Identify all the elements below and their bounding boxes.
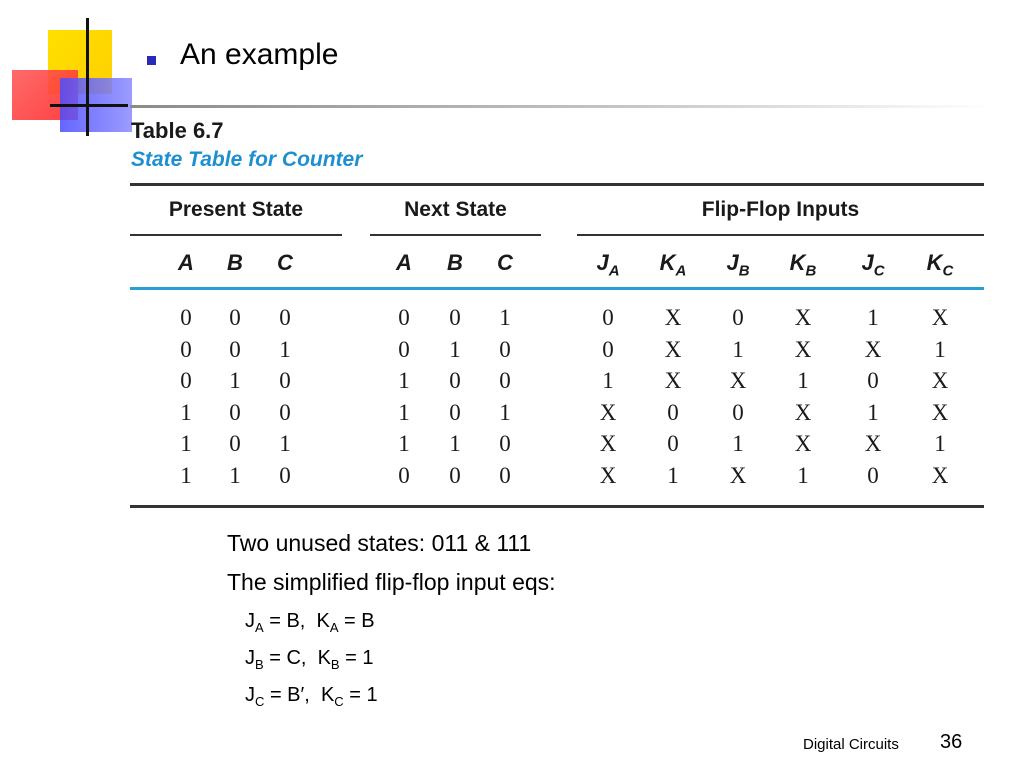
present-state-rule <box>130 234 342 236</box>
group-header-next-state: Next State <box>404 198 507 221</box>
table-cell: X <box>729 462 747 488</box>
table-cell: 0 <box>180 368 192 393</box>
column-header: A <box>396 250 412 275</box>
table-cell: 0 <box>449 305 461 330</box>
page-number: 36 <box>940 731 963 753</box>
column-header: $K_C$ <box>926 250 954 280</box>
table-cell: 0 <box>180 336 192 362</box>
table-cell: 1 <box>180 431 192 456</box>
table-cell: X <box>931 462 949 488</box>
table-cell: 0 <box>602 305 614 330</box>
table-row <box>0 431 1024 463</box>
table-cell: 1 <box>667 462 679 488</box>
table-number: Table 6.7 <box>131 118 224 143</box>
table-cell: X <box>931 305 949 330</box>
table-cell: X <box>794 305 812 330</box>
table-cell: 0 <box>229 399 241 425</box>
table-cell: 1 <box>602 368 614 393</box>
table-cell: 1 <box>732 336 744 362</box>
table-cell: 1 <box>867 305 879 330</box>
table-cell: 1 <box>499 305 511 330</box>
table-cell: X <box>794 336 812 362</box>
table-cell: 1 <box>398 368 410 393</box>
group-header-flip-flop-inputs: Flip-Flop Inputs <box>701 198 860 221</box>
bullet-square-icon <box>147 56 156 65</box>
table-name: State Table for Counter <box>131 148 363 171</box>
table-cell: 0 <box>229 336 241 362</box>
table-header-rule <box>130 287 984 290</box>
table-cell: 0 <box>449 399 461 425</box>
table-cell: 0 <box>229 305 241 330</box>
column-header: $J_C$ <box>861 250 885 280</box>
table-row <box>0 400 1024 432</box>
table-cell: X <box>664 336 682 362</box>
flip-flop-inputs-rule <box>577 234 984 236</box>
table-cell: X <box>599 399 617 425</box>
table-cell: 1 <box>732 431 744 456</box>
table-cell: 1 <box>797 462 809 488</box>
table-cell: X <box>664 305 682 330</box>
table-cell: 0 <box>732 305 744 330</box>
table-cell: 0 <box>602 336 614 362</box>
next-state-rule <box>370 234 541 236</box>
equation-jc-kc: $J_C = B'$, $K_C = 1$ <box>245 684 378 709</box>
column-header: $K_B$ <box>789 250 817 280</box>
logo-vertical-line <box>86 18 89 136</box>
table-cell: X <box>864 431 882 456</box>
column-header: A <box>178 250 194 275</box>
table-cell: 0 <box>732 399 744 425</box>
table-row <box>0 305 1024 337</box>
table-cell: 0 <box>667 431 679 456</box>
table-cell: 0 <box>229 431 241 456</box>
table-cell: X <box>864 336 882 362</box>
table-cell: 0 <box>279 399 291 425</box>
table-cell: 1 <box>449 431 461 456</box>
group-header-present-state: Present State <box>168 198 304 221</box>
column-header: B <box>227 250 243 275</box>
table-cell: 0 <box>398 462 410 488</box>
simplified-eqs-note: The simplified flip-flop input eqs: <box>227 569 556 595</box>
table-cell: X <box>794 399 812 425</box>
table-cell: 0 <box>398 305 410 330</box>
table-cell: 1 <box>279 431 291 456</box>
table-cell: X <box>931 368 949 393</box>
table-cell: 0 <box>279 305 291 330</box>
table-cell: 1 <box>180 462 192 488</box>
table-cell: 1 <box>449 336 461 362</box>
table-cell: 0 <box>867 368 879 393</box>
table-row <box>0 463 1024 495</box>
equation-jb-kb: $J_B = C$, $K_B = 1$ <box>245 647 374 672</box>
table-top-rule <box>130 183 984 186</box>
table-cell: 0 <box>667 399 679 425</box>
table-cell: X <box>599 431 617 456</box>
table-row <box>0 368 1024 400</box>
table-cell: X <box>729 368 747 393</box>
table-cell: 1 <box>229 462 241 488</box>
equation-ja-ka: $J_A = B$, $K_A = B$ <box>245 610 375 635</box>
table-cell: X <box>599 462 617 488</box>
table-bottom-rule <box>130 505 984 508</box>
column-header: $J_A$ <box>596 250 620 280</box>
table-cell: 1 <box>180 399 192 425</box>
table-cell: 1 <box>229 368 241 393</box>
column-header: $J_B$ <box>726 250 750 280</box>
table-cell: 0 <box>398 336 410 362</box>
table-cell: 0 <box>867 462 879 488</box>
table-cell: 1 <box>934 431 946 456</box>
table-cell: 1 <box>279 336 291 362</box>
column-header: B <box>447 250 463 275</box>
title-underline <box>130 105 990 108</box>
table-cell: 1 <box>867 399 879 425</box>
corner-logo <box>0 0 150 140</box>
slide-title: An example <box>180 38 339 71</box>
table-cell: 0 <box>499 336 511 362</box>
logo-horizontal-line <box>50 104 128 107</box>
column-header: C <box>497 250 513 275</box>
table-cell: 0 <box>499 368 511 393</box>
table-cell: 0 <box>279 368 291 393</box>
table-cell: 1 <box>934 336 946 362</box>
table-cell: X <box>794 431 812 456</box>
table-cell: 0 <box>499 431 511 456</box>
table-cell: 0 <box>180 305 192 330</box>
table-row <box>0 337 1024 369</box>
table-cell: X <box>664 368 682 393</box>
table-cell: 1 <box>398 399 410 425</box>
table-cell: 0 <box>449 462 461 488</box>
table-cell: 0 <box>279 462 291 488</box>
footer-label: Digital Circuits <box>803 736 899 753</box>
table-cell: 1 <box>398 431 410 456</box>
table-cell: 1 <box>797 368 809 393</box>
column-header: C <box>277 250 293 275</box>
unused-states-note: Two unused states: 011 & 111 <box>227 530 532 556</box>
column-header: $K_A$ <box>659 250 687 280</box>
table-cell: 1 <box>499 399 511 425</box>
table-cell: 0 <box>449 368 461 393</box>
table-cell: 0 <box>499 462 511 488</box>
table-cell: X <box>931 399 949 425</box>
